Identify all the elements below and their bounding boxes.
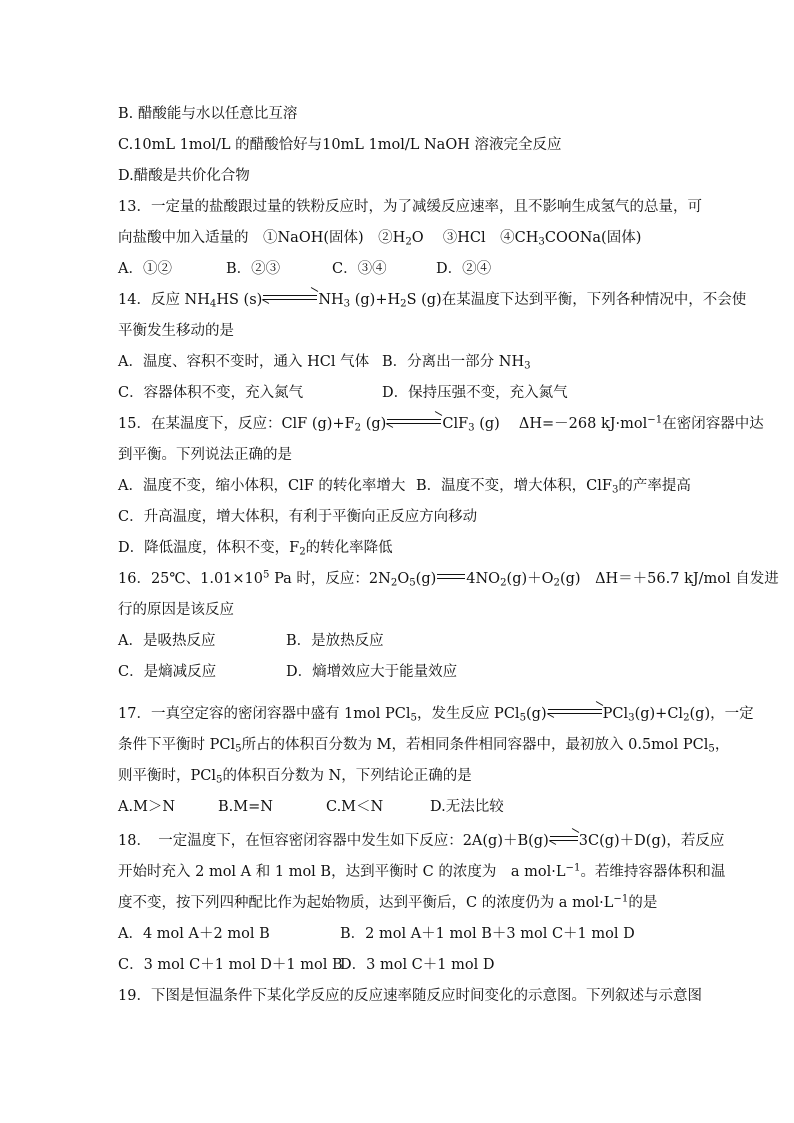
q14-option-d: D．保持压强不变，充入氮气 — [382, 385, 568, 401]
q16-option-c: C．是熵减反应 — [118, 664, 217, 680]
q15-option-d: D．降低温度，体积不变，$F_2$的转化率降低 — [118, 540, 393, 558]
q17-stem-line-2: 条件下平衡时 PCl$_5$所占的体积百分数为 M，若相同条件相同容器中，最初放入 0.5mol PCl$_5$， — [118, 737, 730, 755]
equilibrium-arrow-icon — [387, 417, 441, 427]
q18-stem-line-1: 18． 一定温度下，在恒容密闭容器中发生如下反应：2A(g)＋B(g) 3C(g)＋D(g)，若反应 — [118, 831, 724, 851]
q17-option-a: A.M＞N — [118, 799, 176, 815]
q13-option-b: B．②③ — [226, 261, 281, 277]
q15-option-a: A．温度不变，缩小体积，ClF 的转化率增大 — [118, 478, 406, 494]
q14-option-b: B．分离出一部分 $NH_3$ — [382, 354, 531, 372]
q16-stem-line-1: 16．25℃、$1.01\times 10^5$ Pa 时，反应：$2N_2O_5(g)$ $4NO_2(g)+O_2(g)$ ΔH＝＋56.7 kJ/mol 自发进 — [118, 569, 779, 589]
q12-option-b: B. 醋酸能与水以任意比互溶 — [118, 106, 298, 122]
q18-option-b: B．2 mol A＋1 mol B＋3 mol C＋1 mol D — [340, 926, 635, 942]
q15-stem-line-1: 15．在某温度下，反应：ClF $(g)+F_2$ (g) ClF$_3$ (g) ΔH=－268 kJ·mol$^{-1}$在密闭容器中达 — [118, 414, 764, 434]
q16-option-a: A．是吸热反应 — [118, 633, 216, 649]
equilibrium-arrow-icon — [548, 707, 602, 717]
q12-option-c: C.10mL 1mol/L 的醋酸恰好与10mL 1mol/L NaOH 溶液完全反应 — [118, 137, 562, 153]
q12-option-d: D.醋酸是共价化合物 — [118, 168, 250, 184]
q17-stem-line-3: 则平衡时，PCl$_5$的体积百分数为 N，下列结论正确的是 — [118, 768, 472, 786]
q15-stem-line-2: 到平衡。下列说法正确的是 — [118, 447, 292, 463]
q14-option-c: C．容器体积不变，充入氮气 — [118, 385, 304, 401]
q17-stem-line-1: 17．一真空定容的密闭容器中盛有 1mol PCl$_5$，发生反应 PCl$_5$(g) $PCl_3(g)+Cl_2(g)$，一定 — [118, 704, 754, 724]
q18-option-a: A．4 mol A＋2 mol B — [118, 926, 270, 942]
q13-option-a: A．①② — [118, 261, 172, 277]
q15-option-c: C．升高温度，增大体积，有利于平衡向正反应方向移动 — [118, 509, 478, 525]
q17-option-d: D.无法比较 — [430, 799, 504, 815]
q13-stem-line-1: 13．一定量的盐酸跟过量的铁粉反应时，为了减缓反应速率，且不影响生成氢气的总量，可 — [118, 199, 702, 215]
equilibrium-arrow-icon — [263, 293, 317, 303]
q15-option-b: B．温度不变，增大体积，ClF$_3$的产率提高 — [416, 478, 691, 496]
q19-stem-line-1: 19．下图是恒温条件下某化学反应的反应速率随反应时间变化的示意图。下列叙述与示意图 — [118, 988, 702, 1004]
q13-option-d: D．②④ — [436, 261, 492, 277]
q18-option-d: D．3 mol C＋1 mol D — [340, 957, 495, 973]
q13-stem-line-2: 向盐酸中加入适量的 ①NaOH(固体) $②H_2O$ ③HCl $④CH_3COONa$(固体) — [118, 230, 642, 248]
q16-stem-line-2: 行的原因是该反应 — [118, 602, 234, 618]
q14-stem-line-1: 14．反应 $NH_4HS$ (s) $NH_3$ $(g)+H_2S$ (g)在某温度下达到平衡，下列各种情况中，不会使 — [118, 290, 746, 310]
q18-stem-line-2: 开始时充入 2 mol A 和 1 mol B，达到平衡时 C 的浓度为 a $mol\cdot L^{-1}$。若维持容器体积和温 — [118, 862, 726, 880]
q18-option-c: C．3 mol C＋1 mol D＋1 mol B — [118, 957, 343, 973]
q16-option-b: B．是放热反应 — [286, 633, 384, 649]
q16-option-d: D．熵增效应大于能量效应 — [286, 664, 458, 680]
q17-option-c: C.M＜N — [326, 799, 384, 815]
q14-option-a: A．温度、容积不变时，通入 HCl 气体 — [118, 354, 370, 370]
q17-option-b: B.M=N — [218, 799, 273, 815]
equilibrium-arrow-icon — [550, 834, 578, 844]
q18-stem-line-3: 度不变，按下列四种配比作为起始物质，达到平衡后，C 的浓度仍为 a $mol\cdot L^{-1}$的是 — [118, 893, 658, 911]
q13-option-c: C．③④ — [332, 261, 387, 277]
equal-arrow-icon — [437, 572, 465, 582]
q14-stem-line-2: 平衡发生移动的是 — [118, 323, 234, 339]
